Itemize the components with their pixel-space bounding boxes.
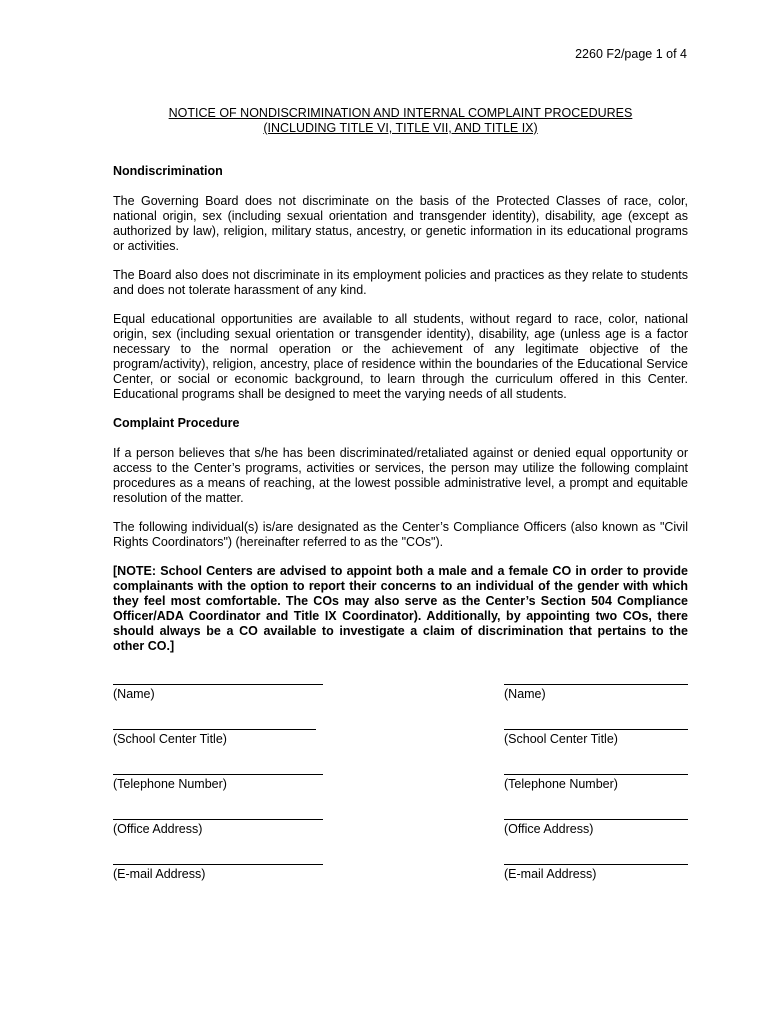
- co1-phone-label: (Telephone Number): [113, 777, 227, 791]
- title-row: [113, 716, 688, 761]
- co1-office-field[interactable]: [113, 806, 323, 837]
- co1-title-line[interactable]: [113, 716, 316, 730]
- co1-name-line[interactable]: [113, 671, 323, 685]
- co1-phone-field[interactable]: [113, 761, 323, 792]
- co1-name-label: (Name): [113, 687, 155, 701]
- office-row: [113, 806, 688, 851]
- co1-office-line[interactable]: [113, 806, 323, 820]
- co2-name-line[interactable]: [504, 671, 688, 685]
- co1-phone-line[interactable]: [113, 761, 323, 775]
- co2-email-line[interactable]: [504, 851, 688, 865]
- nondiscrimination-paragraph-1: The Governing Board does not discriminate on the basis of the Protected Classes of race, color, national origin, sex (including sexual orientation and transgender identity), disability, age (except as authorized by law), religion, military status, ancestry, or genetic information in its educational programs or activities.: [113, 194, 688, 253]
- co2-title-line[interactable]: [504, 716, 688, 730]
- phone-row: [113, 761, 688, 806]
- co2-title-label: (School Center Title): [504, 732, 618, 746]
- co2-office-label: (Office Address): [504, 822, 594, 836]
- title-line-2: (INCLUDING TITLE VI, TITLE VII, AND TITLE IX): [263, 121, 538, 135]
- complaint-procedure-heading: Complaint Procedure: [113, 416, 240, 430]
- co2-title-field[interactable]: [504, 716, 688, 747]
- co2-office-line[interactable]: [504, 806, 688, 820]
- email-row: [113, 851, 688, 896]
- co2-email-field[interactable]: [504, 851, 688, 882]
- co2-name-label: (Name): [504, 687, 546, 701]
- nondiscrimination-heading: Nondiscrimination: [113, 164, 223, 178]
- co1-email-line[interactable]: [113, 851, 323, 865]
- co1-name-field[interactable]: [113, 671, 323, 702]
- document-body: [113, 164, 688, 654]
- note-paragraph: [NOTE: School Centers are advised to appoint both a male and a female CO in order to provide complainants with the option to report their concerns to an individual of the gender with which they feel most comfortable. The COs may also serve as the Center’s Section 504 Compliance Officer/ADA Coordinator and Title IX Coordinator). Additionally, by appointing two COs, there should always be a CO available to investigate a claim of discrimination that pertains to the other CO.]: [113, 564, 688, 653]
- co1-email-label: (E-mail Address): [113, 867, 206, 881]
- page-number: 2260 F2/page 1 of 4: [575, 47, 687, 61]
- co1-title-label: (School Center Title): [113, 732, 227, 746]
- co2-phone-line[interactable]: [504, 761, 688, 775]
- co2-phone-field[interactable]: [504, 761, 688, 792]
- co2-name-field[interactable]: [504, 671, 688, 702]
- document-title: [113, 106, 688, 136]
- co1-office-label: (Office Address): [113, 822, 203, 836]
- title-line-1: NOTICE OF NONDISCRIMINATION AND INTERNAL COMPLAINT PROCEDURES: [168, 106, 633, 120]
- co2-phone-label: (Telephone Number): [504, 777, 618, 791]
- complaint-paragraph-1: If a person believes that s/he has been discriminated/retaliated against or denied equal opportunity or access to the Center’s programs, activities or services, the person may utilize the following complaint procedures as a means of reaching, at the lowest possible administrative level, a prompt and equitable resolution of the matter.: [113, 446, 688, 505]
- co2-office-field[interactable]: [504, 806, 688, 837]
- co2-email-label: (E-mail Address): [504, 867, 597, 881]
- compliance-officer-fields: [113, 671, 688, 896]
- co1-email-field[interactable]: [113, 851, 323, 882]
- nondiscrimination-paragraph-2: The Board also does not discriminate in its employment policies and practices as they relate to students and does not tolerate harassment of any kind.: [113, 268, 688, 297]
- co1-title-field[interactable]: [113, 716, 316, 747]
- name-row: [113, 671, 688, 716]
- nondiscrimination-paragraph-3: Equal educational opportunities are available to all students, without regard to race, color, national origin, sex (including sexual orientation or transgender identity), disability, age (unless age is a factor necessary to the normal operation or the achievement of any legitimate objective of the program/activity), religion, ancestry, place of residence within the boundaries of the Educational Service Center, or social or economic background, to learn through the curriculum offered in this Center. Educational programs shall be designed to meet the varying needs of all students.: [113, 312, 688, 401]
- complaint-paragraph-2: The following individual(s) is/are designated as the Center’s Compliance Officers (also known as "Civil Rights Coordinators") (hereinafter referred to as the "COs").: [113, 520, 688, 549]
